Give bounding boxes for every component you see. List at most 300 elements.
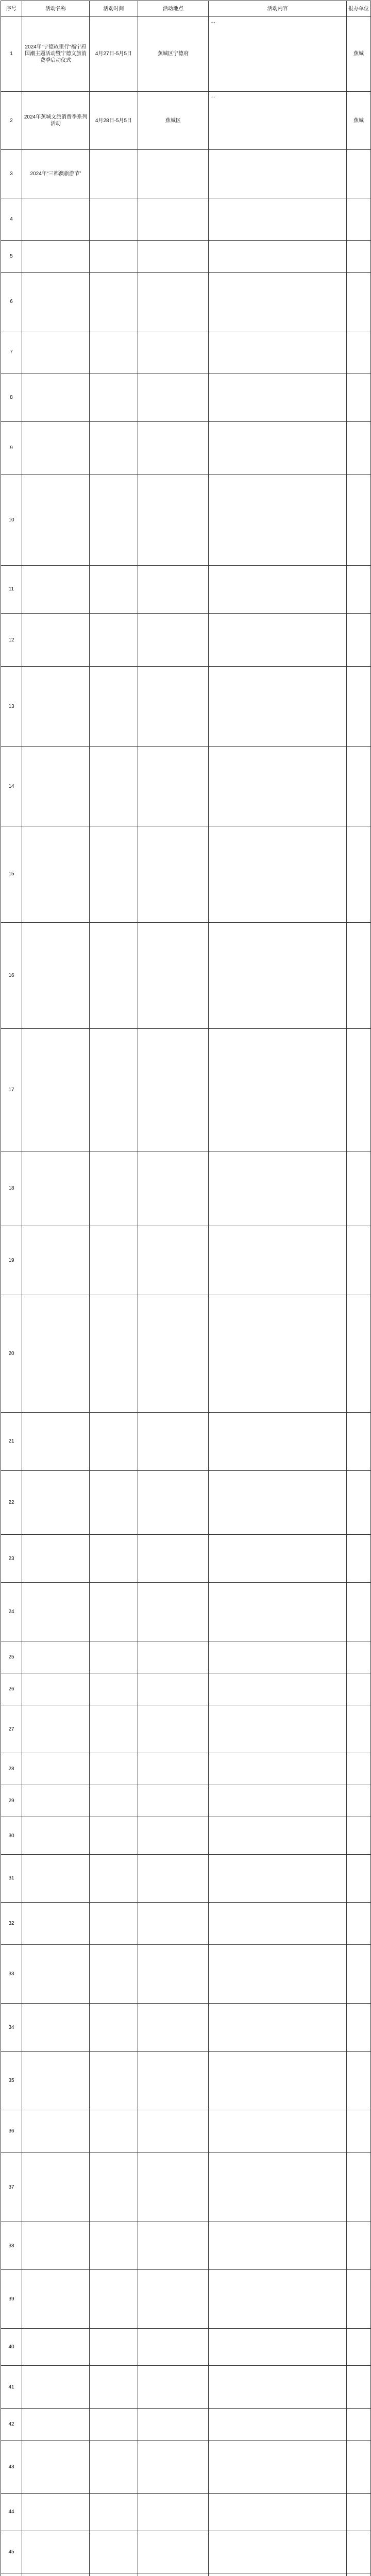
- cell-activity-content: [209, 331, 347, 374]
- cell-organizer: [347, 1151, 371, 1226]
- cell-organizer: [347, 1902, 371, 1945]
- cell-organizer: [347, 198, 371, 241]
- table-row: [1, 150, 371, 198]
- cell-activity-time: [90, 2110, 138, 2153]
- cell-activity-name: [22, 2440, 90, 2493]
- cell-activity-content: [209, 747, 347, 826]
- cell-activity-name: [22, 1226, 90, 1295]
- cell-activity-content: [209, 475, 347, 566]
- cell-activity-name: [22, 2153, 90, 2222]
- cell-activity-content: [209, 565, 347, 613]
- cell-organizer: [347, 2270, 371, 2329]
- cell-activity-content: [209, 2494, 347, 2531]
- cell-organizer: [347, 421, 371, 474]
- cell-activity-content: …: [209, 91, 347, 150]
- cell-activity-time: 4月28日-5月5日: [90, 91, 138, 150]
- header-activity-time: 活动时间: [90, 1, 138, 17]
- cell-index: [1, 2573, 22, 2576]
- cell-organizer: 蕉城: [347, 17, 371, 92]
- cell-activity-name: [22, 1902, 90, 1945]
- cell-index: 17: [1, 1029, 22, 1151]
- cell-activity-time: [90, 747, 138, 826]
- cell-organizer: [347, 1785, 371, 1817]
- cell-activity-content: [209, 2153, 347, 2222]
- cell-activity-time: [90, 2408, 138, 2440]
- cell-index: 9: [1, 421, 22, 474]
- table-body: [1, 17, 371, 2576]
- cell-activity-time: [90, 2270, 138, 2329]
- table-row: [1, 1902, 371, 1945]
- cell-activity-location: [138, 1817, 209, 1854]
- cell-activity-name: [22, 747, 90, 826]
- table-row: [1, 1295, 371, 1412]
- cell-activity-time: [90, 667, 138, 747]
- cell-organizer: [347, 1705, 371, 1753]
- cell-activity-time: 4月27日-5月5日: [90, 17, 138, 92]
- table-row: [1, 1471, 371, 1535]
- cell-organizer: [347, 1854, 371, 1902]
- cell-activity-content: [209, 1029, 347, 1151]
- cell-index: 6: [1, 273, 22, 331]
- cell-activity-name: [22, 2494, 90, 2531]
- cell-activity-location: [138, 1471, 209, 1535]
- cell-activity-content: [209, 922, 347, 1029]
- cell-activity-time: [90, 475, 138, 566]
- table-header: [1, 1, 371, 17]
- cell-activity-time: [90, 2494, 138, 2531]
- cell-activity-time: [90, 1151, 138, 1226]
- cell-activity-time: [90, 374, 138, 421]
- cell-activity-location: [138, 1583, 209, 1641]
- table-row: [1, 2222, 371, 2270]
- cell-activity-time: [90, 826, 138, 922]
- cell-activity-content: [209, 1785, 347, 1817]
- cell-activity-location: [138, 2366, 209, 2409]
- cell-activity-time: [90, 2004, 138, 2052]
- cell-organizer: [347, 1673, 371, 1705]
- cell-activity-location: [138, 1673, 209, 1705]
- cell-activity-location: [138, 475, 209, 566]
- table-row: [1, 613, 371, 666]
- cell-activity-content: [209, 1854, 347, 1902]
- cell-activity-location: [138, 2328, 209, 2365]
- cell-activity-location: [138, 374, 209, 421]
- cell-activity-name: [22, 1029, 90, 1151]
- cell-activity-time: [90, 2440, 138, 2493]
- cell-index: 5: [1, 241, 22, 273]
- cell-activity-time: [90, 1583, 138, 1641]
- cell-activity-content: [209, 1902, 347, 1945]
- cell-activity-content: [209, 1945, 347, 2004]
- cell-activity-time: [90, 1535, 138, 1583]
- cell-organizer: [347, 2004, 371, 2052]
- cell-activity-location: [138, 421, 209, 474]
- cell-organizer: [347, 1029, 371, 1151]
- cell-index: 33: [1, 1945, 22, 2004]
- cell-activity-time: [90, 1641, 138, 1673]
- cell-activity-time: [90, 2531, 138, 2573]
- cell-activity-location: [138, 2110, 209, 2153]
- cell-activity-content: [209, 1471, 347, 1535]
- header-activity-location: 活动地点: [138, 1, 209, 17]
- cell-index: 13: [1, 667, 22, 747]
- cell-activity-name: [22, 667, 90, 747]
- cell-activity-time: [90, 2222, 138, 2270]
- cell-activity-content: [209, 1412, 347, 1471]
- cell-activity-name: [22, 374, 90, 421]
- header-activity-name: 活动名称: [22, 1, 90, 17]
- cell-activity-time: [90, 1673, 138, 1705]
- cell-activity-content: [209, 1753, 347, 1785]
- cell-activity-name: [22, 1295, 90, 1412]
- cell-index: 31: [1, 1854, 22, 1902]
- cell-organizer: [347, 150, 371, 198]
- cell-activity-time: [90, 2573, 138, 2576]
- table-row: [1, 2052, 371, 2110]
- table-row: [1, 2494, 371, 2531]
- cell-activity-time: [90, 1785, 138, 1817]
- table-row: [1, 241, 371, 273]
- cell-activity-location: [138, 1854, 209, 1902]
- cell-index: 45: [1, 2531, 22, 2573]
- cell-activity-location: [138, 2440, 209, 2493]
- table-row: [1, 2110, 371, 2153]
- table-row: [1, 1029, 371, 1151]
- table-row: [1, 1673, 371, 1705]
- cell-index: 19: [1, 1226, 22, 1295]
- cell-index: 37: [1, 2153, 22, 2222]
- cell-activity-content: [209, 1151, 347, 1226]
- cell-activity-location: [138, 1785, 209, 1817]
- cell-activity-time: [90, 2328, 138, 2365]
- table-row: [1, 1854, 371, 1902]
- cell-organizer: [347, 826, 371, 922]
- cell-activity-content: [209, 826, 347, 922]
- cell-activity-location: [138, 2494, 209, 2531]
- cell-activity-time: [90, 150, 138, 198]
- cell-activity-location: [138, 565, 209, 613]
- cell-activity-location: [138, 2052, 209, 2110]
- cell-organizer: [347, 2052, 371, 2110]
- cell-activity-name: [22, 1641, 90, 1673]
- cell-index: 28: [1, 1753, 22, 1785]
- cell-activity-location: [138, 1029, 209, 1151]
- cell-activity-location: 蕉城区宁德府: [138, 17, 209, 92]
- cell-activity-content: [209, 198, 347, 241]
- cell-activity-name: [22, 475, 90, 566]
- cell-activity-content: [209, 2440, 347, 2493]
- cell-activity-location: [138, 922, 209, 1029]
- cell-activity-content: [209, 667, 347, 747]
- cell-activity-time: [90, 1295, 138, 1412]
- cell-activity-time: [90, 2153, 138, 2222]
- cell-activity-time: [90, 331, 138, 374]
- cell-organizer: [347, 1641, 371, 1673]
- cell-activity-name: [22, 1817, 90, 1854]
- cell-activity-content: [209, 2052, 347, 2110]
- cell-organizer: [347, 922, 371, 1029]
- cell-index: 12: [1, 613, 22, 666]
- cell-activity-name: [22, 241, 90, 273]
- cell-index: 10: [1, 475, 22, 566]
- cell-index: 15: [1, 826, 22, 922]
- cell-activity-time: [90, 1471, 138, 1535]
- cell-activity-location: [138, 826, 209, 922]
- cell-activity-time: [90, 241, 138, 273]
- cell-index: 3: [1, 150, 22, 198]
- cell-organizer: [347, 2328, 371, 2365]
- cell-index: 34: [1, 2004, 22, 2052]
- table-row: [1, 1151, 371, 1226]
- cell-activity-location: [138, 1753, 209, 1785]
- table-row: [1, 475, 371, 566]
- cell-activity-time: [90, 1753, 138, 1785]
- cell-activity-content: [209, 2366, 347, 2409]
- cell-index: 40: [1, 2328, 22, 2365]
- cell-index: 24: [1, 1583, 22, 1641]
- cell-organizer: [347, 1471, 371, 1535]
- cell-index: 43: [1, 2440, 22, 2493]
- cell-activity-location: [138, 150, 209, 198]
- cell-organizer: [347, 331, 371, 374]
- cell-activity-time: [90, 565, 138, 613]
- cell-activity-name: [22, 2110, 90, 2153]
- table-row: [1, 2328, 371, 2365]
- cell-index: 44: [1, 2494, 22, 2531]
- cell-organizer: [347, 747, 371, 826]
- cell-activity-name: 2024年“三都澳旅游节”: [22, 150, 90, 198]
- cell-organizer: [347, 374, 371, 421]
- cell-activity-time: [90, 613, 138, 666]
- cell-organizer: [347, 475, 371, 566]
- cell-activity-time: [90, 1817, 138, 1854]
- cell-organizer: [347, 2573, 371, 2576]
- cell-activity-content: [209, 2222, 347, 2270]
- cell-activity-name: [22, 2270, 90, 2329]
- cell-organizer: [347, 667, 371, 747]
- cell-activity-name: [22, 1945, 90, 2004]
- table-row: [1, 1641, 371, 1673]
- table-row: [1, 2004, 371, 2052]
- cell-index: 41: [1, 2366, 22, 2409]
- cell-activity-content: [209, 374, 347, 421]
- cell-index: 27: [1, 1705, 22, 1753]
- cell-activity-content: [209, 2328, 347, 2365]
- table-row: [1, 198, 371, 241]
- table-row: [1, 1785, 371, 1817]
- cell-activity-location: [138, 1295, 209, 1412]
- cell-activity-name: 2024年“宁德故里行”福宁府国潮主题活动暨宁德文旅消费季启动仪式: [22, 17, 90, 92]
- cell-activity-location: [138, 1151, 209, 1226]
- cell-index: 1: [1, 17, 22, 92]
- cell-activity-location: [138, 241, 209, 273]
- table-row: [1, 1412, 371, 1471]
- cell-activity-content: [209, 150, 347, 198]
- cell-activity-name: [22, 613, 90, 666]
- cell-organizer: [347, 1817, 371, 1854]
- table-row: [1, 374, 371, 421]
- cell-index: 38: [1, 2222, 22, 2270]
- table-row: [1, 826, 371, 922]
- cell-activity-location: [138, 1641, 209, 1673]
- cell-activity-name: [22, 2408, 90, 2440]
- header-row: [1, 1, 371, 17]
- table-row: [1, 1817, 371, 1854]
- cell-organizer: [347, 1945, 371, 2004]
- cell-organizer: [347, 2531, 371, 2573]
- table-row: [1, 2366, 371, 2409]
- cell-index: 42: [1, 2408, 22, 2440]
- cell-index: 18: [1, 1151, 22, 1226]
- activity-table: [1, 1, 371, 2576]
- cell-activity-time: [90, 421, 138, 474]
- cell-organizer: [347, 2408, 371, 2440]
- cell-activity-time: [90, 2052, 138, 2110]
- table-row: [1, 1226, 371, 1295]
- cell-activity-name: 2024年蕉城文旅消费季系列活动: [22, 91, 90, 150]
- table-row: [1, 1705, 371, 1753]
- cell-activity-content: [209, 1817, 347, 1854]
- cell-index: 2: [1, 91, 22, 150]
- cell-activity-time: [90, 1705, 138, 1753]
- cell-index: 22: [1, 1471, 22, 1535]
- table-row: [1, 2531, 371, 2573]
- cell-activity-content: [209, 2573, 347, 2576]
- header-activity-content: 活动内容: [209, 1, 347, 17]
- cell-activity-location: [138, 1945, 209, 2004]
- cell-activity-location: 蕉城区: [138, 91, 209, 150]
- cell-organizer: [347, 1295, 371, 1412]
- cell-activity-name: [22, 421, 90, 474]
- cell-activity-name: [22, 1535, 90, 1583]
- cell-activity-time: [90, 273, 138, 331]
- cell-activity-time: [90, 198, 138, 241]
- cell-activity-name: [22, 1753, 90, 1785]
- cell-organizer: [347, 2222, 371, 2270]
- cell-organizer: [347, 1412, 371, 1471]
- cell-organizer: [347, 565, 371, 613]
- table-row: [1, 747, 371, 826]
- cell-activity-name: [22, 1705, 90, 1753]
- cell-organizer: [347, 273, 371, 331]
- cell-activity-location: [138, 2004, 209, 2052]
- cell-activity-location: [138, 1705, 209, 1753]
- cell-activity-location: [138, 2573, 209, 2576]
- cell-index: 36: [1, 2110, 22, 2153]
- cell-index: 21: [1, 1412, 22, 1471]
- cell-activity-time: [90, 1902, 138, 1945]
- cell-activity-location: [138, 198, 209, 241]
- cell-organizer: [347, 241, 371, 273]
- cell-activity-name: [22, 2052, 90, 2110]
- cell-index: 26: [1, 1673, 22, 1705]
- cell-activity-content: [209, 273, 347, 331]
- cell-index: 39: [1, 2270, 22, 2329]
- cell-activity-location: [138, 1902, 209, 1945]
- cell-activity-name: [22, 1854, 90, 1902]
- cell-index: 11: [1, 565, 22, 613]
- table-row: [1, 1753, 371, 1785]
- table-row: [1, 1535, 371, 1583]
- cell-organizer: [347, 2366, 371, 2409]
- cell-activity-content: [209, 2110, 347, 2153]
- cell-index: 20: [1, 1295, 22, 1412]
- cell-index: 4: [1, 198, 22, 241]
- cell-activity-location: [138, 1226, 209, 1295]
- cell-organizer: [347, 2110, 371, 2153]
- header-organizer: 报办单位: [347, 1, 371, 17]
- cell-activity-name: [22, 2222, 90, 2270]
- cell-activity-name: [22, 565, 90, 613]
- cell-index: 29: [1, 1785, 22, 1817]
- cell-index: 35: [1, 2052, 22, 2110]
- cell-organizer: [347, 613, 371, 666]
- cell-index: 16: [1, 922, 22, 1029]
- table-row: [1, 273, 371, 331]
- cell-activity-content: [209, 2004, 347, 2052]
- cell-organizer: [347, 2494, 371, 2531]
- cell-index: 8: [1, 374, 22, 421]
- cell-activity-name: [22, 198, 90, 241]
- cell-activity-name: [22, 2366, 90, 2409]
- cell-activity-name: [22, 1471, 90, 1535]
- cell-activity-time: [90, 922, 138, 1029]
- cell-index: 14: [1, 747, 22, 826]
- cell-organizer: [347, 2440, 371, 2493]
- cell-activity-content: [209, 421, 347, 474]
- cell-index: 25: [1, 1641, 22, 1673]
- table-row: [1, 421, 371, 474]
- table-row: [1, 2153, 371, 2222]
- cell-activity-location: [138, 1412, 209, 1471]
- cell-activity-time: [90, 1029, 138, 1151]
- cell-activity-name: [22, 1785, 90, 1817]
- table-row: [1, 2408, 371, 2440]
- cell-activity-location: [138, 2153, 209, 2222]
- cell-activity-name: [22, 2531, 90, 2573]
- cell-activity-name: [22, 2328, 90, 2365]
- table-row: [1, 2270, 371, 2329]
- cell-activity-time: [90, 1945, 138, 2004]
- header-index: 序号: [1, 1, 22, 17]
- cell-activity-location: [138, 2222, 209, 2270]
- cell-activity-time: [90, 1854, 138, 1902]
- cell-activity-content: [209, 1583, 347, 1641]
- cell-index: 32: [1, 1902, 22, 1945]
- cell-activity-content: [209, 613, 347, 666]
- cell-activity-time: [90, 1226, 138, 1295]
- cell-activity-name: [22, 1412, 90, 1471]
- cell-activity-time: [90, 1412, 138, 1471]
- cell-activity-content: [209, 1673, 347, 1705]
- cell-organizer: [347, 2153, 371, 2222]
- table-row: [1, 17, 371, 92]
- cell-index: 7: [1, 331, 22, 374]
- cell-activity-content: …: [209, 17, 347, 92]
- cell-activity-location: [138, 2270, 209, 2329]
- cell-index: 30: [1, 1817, 22, 1854]
- cell-activity-content: [209, 1641, 347, 1673]
- cell-activity-name: [22, 922, 90, 1029]
- cell-activity-name: [22, 826, 90, 922]
- cell-activity-name: [22, 273, 90, 331]
- cell-activity-name: [22, 1151, 90, 1226]
- cell-activity-content: [209, 2408, 347, 2440]
- cell-activity-name: [22, 331, 90, 374]
- cell-activity-location: [138, 2531, 209, 2573]
- cell-activity-location: [138, 667, 209, 747]
- cell-activity-name: [22, 2004, 90, 2052]
